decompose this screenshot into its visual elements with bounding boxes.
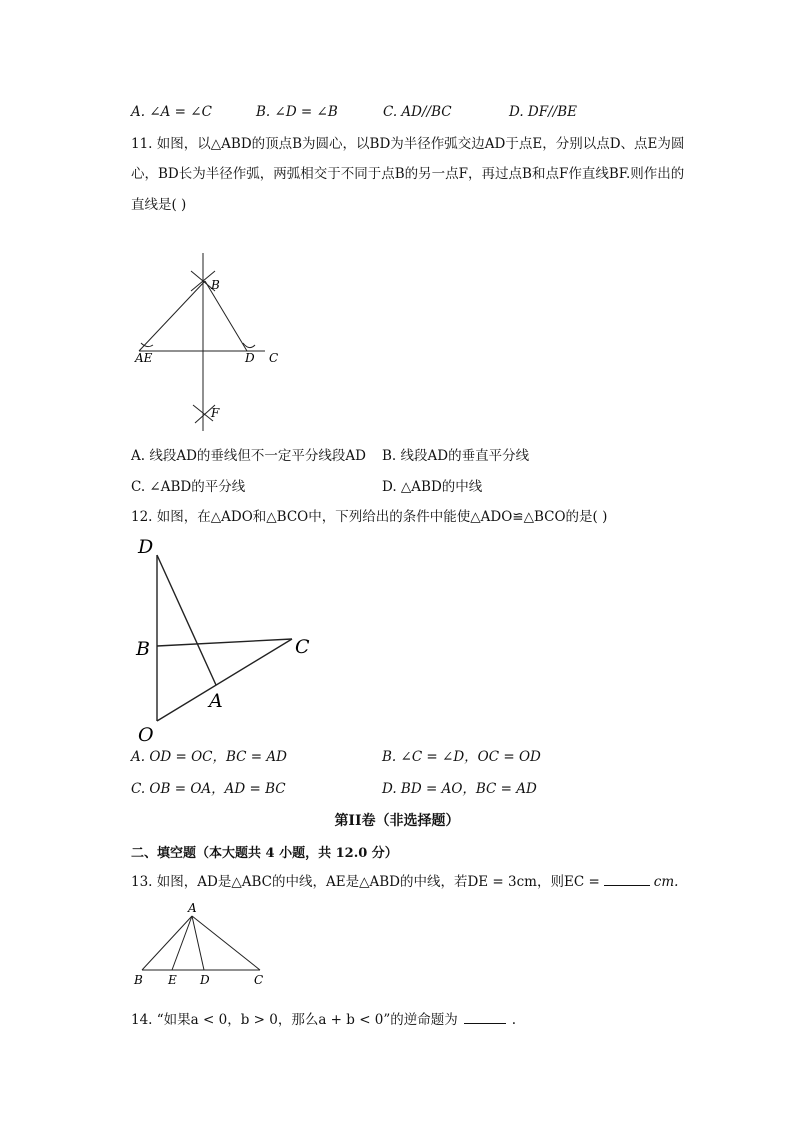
segment-co bbox=[157, 639, 292, 721]
label-a: A bbox=[188, 901, 197, 915]
q12-stem: 12. 如图，在△ADO和△BCO中，下列给出的条件中能使△ADO≌△BCO的是( ) bbox=[131, 509, 608, 525]
q10-option-d: D. DF//BE bbox=[509, 104, 577, 120]
q10-option-a: A. ∠A = ∠C bbox=[131, 104, 212, 120]
label-d: D bbox=[200, 973, 210, 987]
q10-option-c: C. AD//BC bbox=[383, 104, 452, 120]
label-c: C bbox=[295, 636, 310, 658]
label-c: C bbox=[254, 973, 264, 987]
q12-option-d: D. BD = AO，BC = AD bbox=[382, 781, 537, 797]
q11-figure bbox=[125, 245, 295, 435]
label-o: O bbox=[138, 724, 154, 746]
q12-option-a: A. OD = OC，BC = AD bbox=[131, 749, 287, 765]
q11-option-d: D. △ABD的中线 bbox=[382, 479, 483, 495]
label-ae: AE bbox=[135, 351, 153, 365]
q14-stem-text: 14. “如果a < 0，b > 0，那么a + b < 0”的逆命题为 bbox=[131, 1012, 458, 1028]
q12-option-c: C. OB = OA，AD = BC bbox=[131, 781, 286, 797]
segment-ab bbox=[142, 916, 192, 970]
label-e: E bbox=[168, 973, 177, 987]
q13-stem bbox=[131, 872, 678, 892]
segment-da bbox=[157, 555, 216, 685]
label-d: D bbox=[138, 536, 154, 558]
part2-title: 第II卷（非选择题） bbox=[334, 813, 460, 829]
q13-answer-blank[interactable] bbox=[604, 885, 650, 886]
q12-option-b: B. ∠C = ∠D，OC = OD bbox=[382, 749, 541, 765]
q14-stem-end: . bbox=[511, 1012, 517, 1028]
q13-figure bbox=[128, 900, 278, 992]
q11-stem-line3: 直线是( ) bbox=[131, 197, 187, 213]
label-a: A bbox=[209, 690, 223, 712]
q13-stem-unit: cm. bbox=[653, 874, 679, 890]
label-b: B bbox=[211, 278, 220, 292]
segment-ab bbox=[139, 281, 205, 351]
section-heading: 二、填空题（本大题共 4 小题，共 12.0 分） bbox=[131, 846, 398, 861]
segment-bc bbox=[157, 639, 292, 646]
q10-option-b: B. ∠D = ∠B bbox=[256, 104, 338, 120]
q14-answer-blank[interactable] bbox=[464, 1023, 506, 1024]
q11-option-b: B. 线段AD的垂直平分线 bbox=[382, 448, 530, 464]
label-d: D bbox=[245, 351, 255, 365]
q14-stem bbox=[131, 1010, 516, 1030]
q11-option-c: C. ∠ABD的平分线 bbox=[131, 479, 246, 495]
q11-stem-line1: 11. 如图，以△ABD的顶点B为圆心，以BD为半径作弧交边AD于点E，分别以点D、点E为圆 bbox=[131, 136, 685, 152]
q12-figure bbox=[130, 535, 330, 750]
segment-ae bbox=[172, 916, 192, 970]
label-b: B bbox=[134, 973, 143, 987]
q11-option-a: A. 线段AD的垂线但不一定平分线段AD bbox=[131, 448, 366, 464]
label-b: B bbox=[136, 638, 150, 660]
q11-stem-line2: 心，BD长为半径作弧，两弧相交于不同于点B的另一点F，再过点B和点F作直线BF.则作出的 bbox=[131, 166, 685, 182]
q13-stem-text: 13. 如图，AD是△ABC的中线，AE是△ABD的中线，若DE = 3cm，则EC = bbox=[131, 874, 600, 890]
label-c: C bbox=[269, 351, 279, 365]
arc-mark-e bbox=[141, 343, 153, 347]
label-f: F bbox=[211, 406, 220, 420]
